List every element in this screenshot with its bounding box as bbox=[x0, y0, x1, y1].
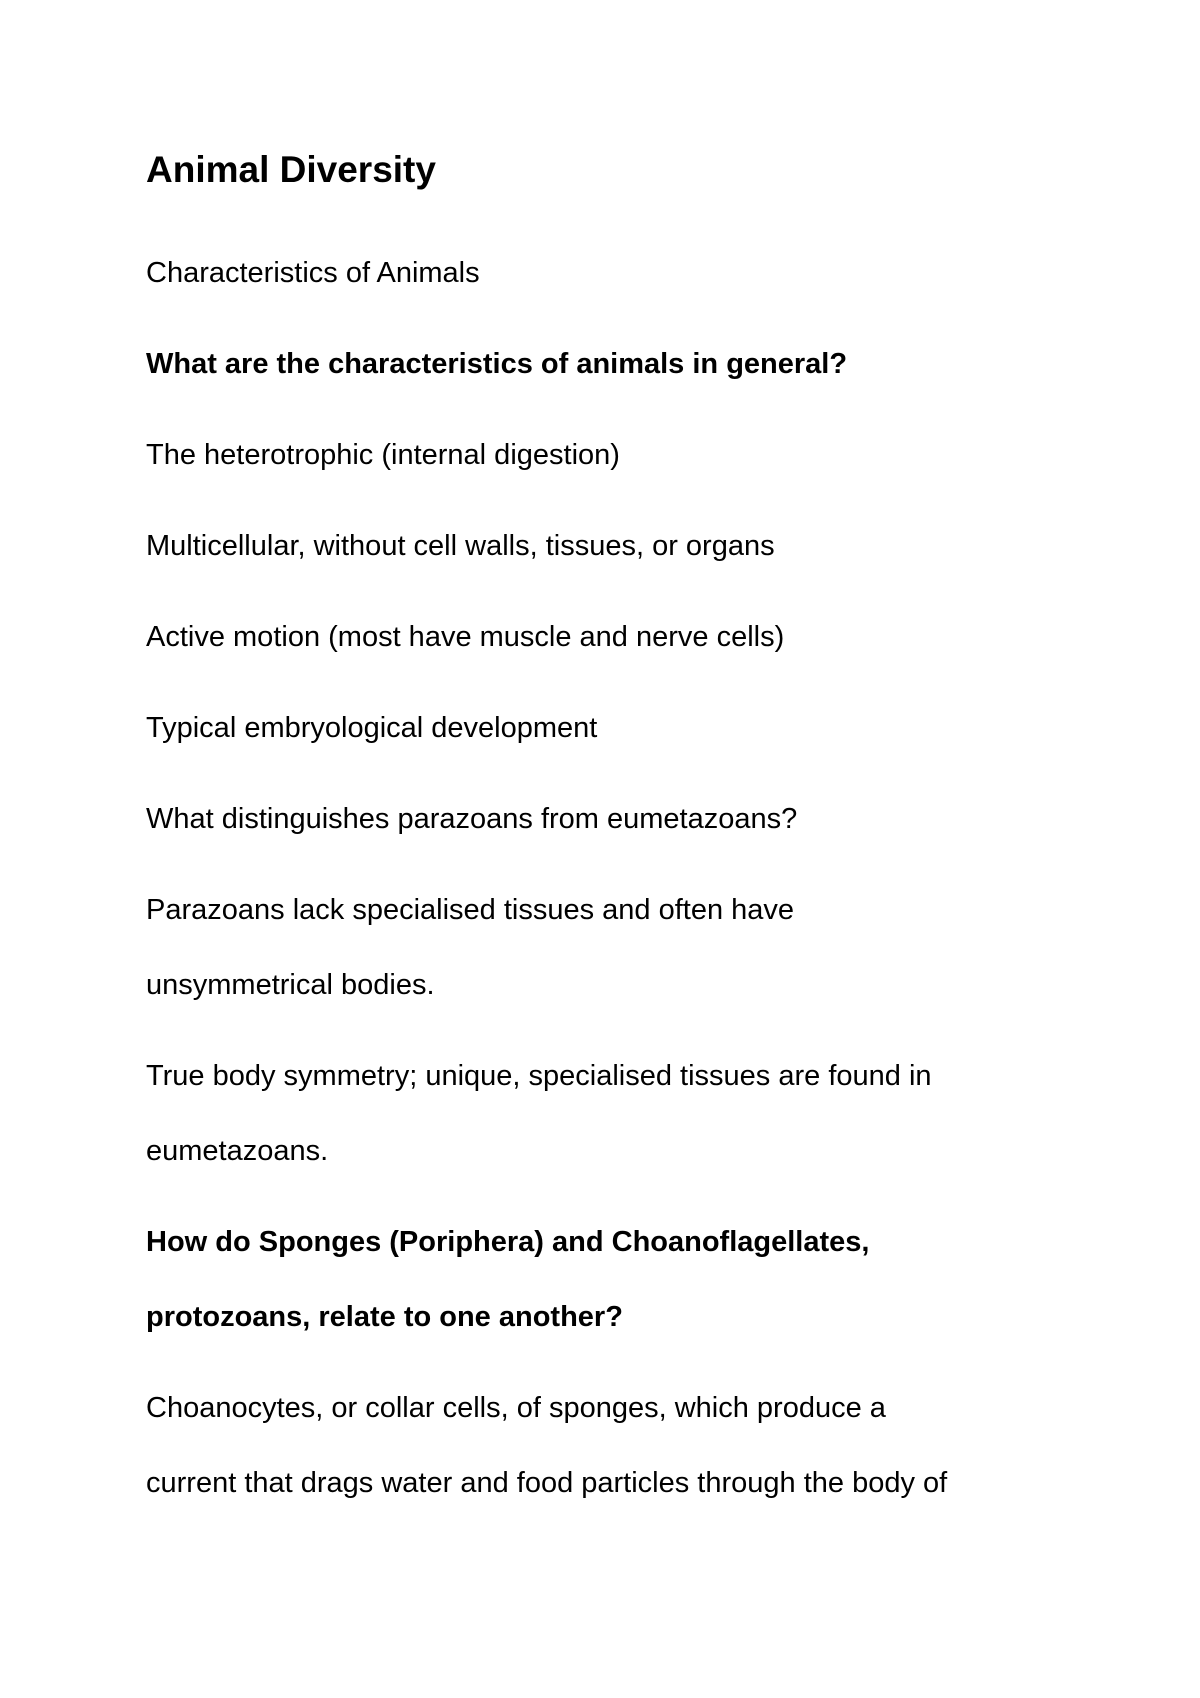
question-2: What distinguishes parazoans from eumetazoans? bbox=[146, 803, 798, 835]
answer-1-line-3: Active motion (most have muscle and nerve cells) bbox=[146, 621, 785, 653]
section-heading: Characteristics of Animals bbox=[146, 257, 480, 289]
question-3-line-2: protozoans, relate to one another? bbox=[146, 1301, 623, 1333]
answer-2a-line-1: Parazoans lack specialised tissues and often have bbox=[146, 894, 795, 926]
answer-2b-line-2: eumetazoans. bbox=[146, 1135, 329, 1167]
answer-2b-line-1: True body symmetry; unique, specialised tissues are found in bbox=[146, 1060, 932, 1092]
answer-2a-line-2: unsymmetrical bodies. bbox=[146, 969, 435, 1001]
answer-1-line-1: The heterotrophic (internal digestion) bbox=[146, 439, 620, 471]
answer-1-line-4: Typical embryological development bbox=[146, 712, 598, 744]
answer-1-line-2: Multicellular, without cell walls, tissues, or organs bbox=[146, 530, 775, 562]
answer-3-line-2: current that drags water and food particles through the body of bbox=[146, 1467, 948, 1499]
question-3-line-1: How do Sponges (Poriphera) and Choanoflagellates, bbox=[146, 1226, 870, 1258]
question-1: What are the characteristics of animals in general? bbox=[146, 348, 848, 380]
document-title: Animal Diversity bbox=[146, 149, 436, 190]
answer-3-line-1: Choanocytes, or collar cells, of sponges, which produce a bbox=[146, 1392, 886, 1424]
